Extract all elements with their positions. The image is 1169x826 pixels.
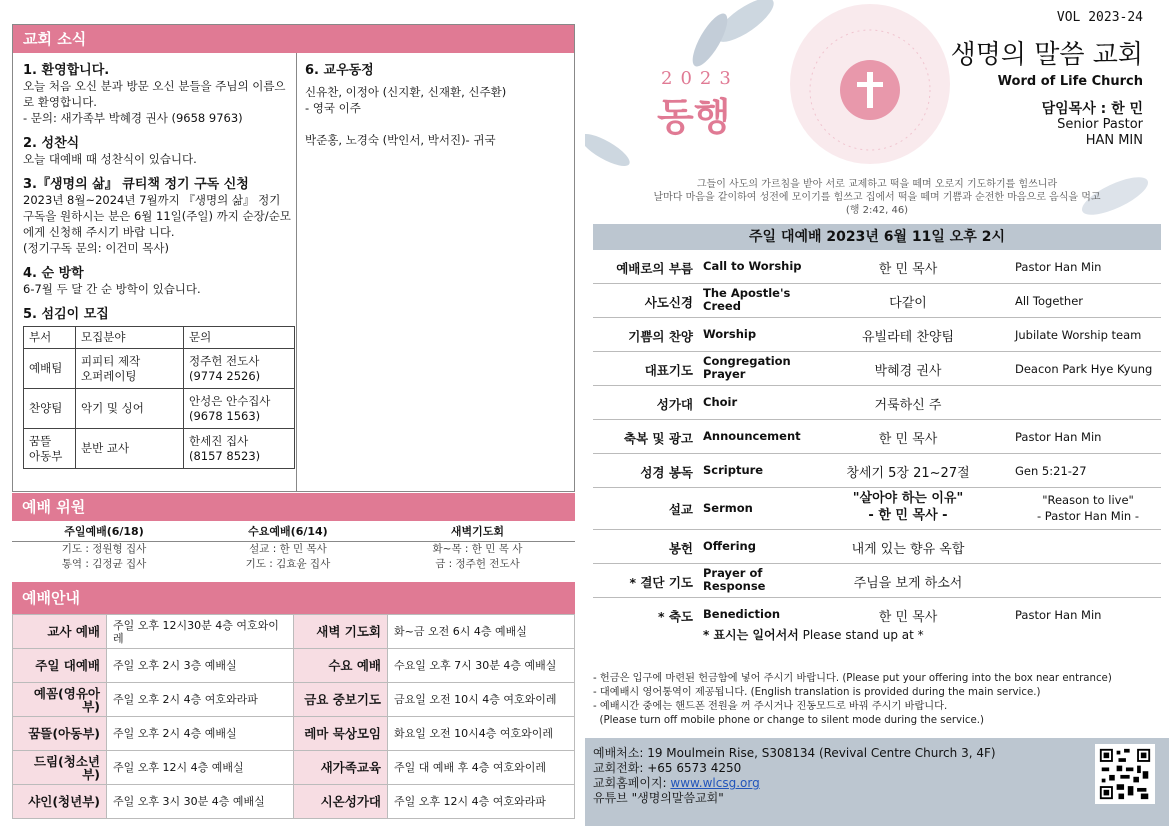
service-leader-english: Pastor Han Min — [1015, 608, 1102, 622]
right-panel — [585, 0, 1169, 826]
service-item-korean: * 결단 기도 — [629, 575, 693, 590]
table-row — [24, 389, 295, 429]
service-item-english: Benediction — [703, 607, 781, 621]
service-leader-english: Deacon Park Hye Kyung — [1015, 362, 1153, 376]
news-item-1-body: 오늘 처음 오신 분과 방문 오신 분들을 주님의 이름으로 환영합니다. - 문의: 새가족부 박혜경 권사 (9658 9763) — [23, 79, 286, 125]
service-item-korean: 성경 봉독 — [640, 465, 693, 480]
service-item-korean: 예배로의 부름 — [616, 261, 693, 276]
guide-value: 화요일 오전 10시4층 여호와이레 — [388, 717, 575, 751]
logo-year: 2023 — [661, 68, 739, 89]
standup-note-korean: * 표시는 일어서서 — [703, 628, 799, 642]
service-leader-english: Gen 5:21-27 — [1015, 464, 1087, 478]
news-item-6-body: 신유찬, 이정아 (신지환, 신재환, 신주환) - 영국 이주 박준홍, 노경숙 (박인서, 박서진)- 귀국 — [305, 85, 507, 147]
table-row — [13, 683, 575, 717]
table-cell: 한세진 집사 (8157 8523) — [184, 429, 295, 469]
table-cell: 예배팀 — [24, 349, 76, 389]
guide-label: 꿈뜰(아동부) — [13, 717, 107, 751]
scripture-verse — [595, 178, 1159, 217]
service-item-korean: 기쁨의 찬양 — [628, 329, 693, 344]
worship-guide-table — [12, 614, 575, 819]
service-row — [593, 250, 1161, 284]
note-line: (Please turn off mobile phone or change to silent mode during the service.) — [593, 715, 984, 726]
service-row — [593, 386, 1161, 420]
service-row — [593, 454, 1161, 488]
committee-col-title: 수요예배(6/14) — [196, 521, 380, 542]
church-name-korean: 생명의 말씀 교회 — [950, 40, 1143, 70]
committee-table — [12, 521, 575, 572]
table-header-row — [24, 327, 295, 349]
service-leader-korean: 내게 있는 향유 옥합 — [851, 542, 965, 557]
guide-value: 주일 오후 12시30분 4층 여호와이레 — [107, 615, 294, 649]
senior-pastor-korean: 담임목사 : 한 민 — [1041, 101, 1143, 117]
news-item-4-title: 4. 순 방학 — [23, 266, 84, 281]
service-item-english: Announcement — [703, 429, 801, 443]
service-item-english: Offering — [703, 539, 756, 553]
service-leader-english: All Together — [1015, 294, 1083, 308]
news-item-6-title: 6. 교우동정 — [305, 63, 374, 78]
news-column-2 — [305, 59, 570, 148]
service-leader-korean: 유빌라테 찬양팀 — [861, 330, 955, 345]
service-item-english: Worship — [703, 327, 757, 341]
table-row — [13, 615, 575, 649]
table-cell: 피피티 제작 오퍼레이팅 — [76, 349, 184, 389]
committee-col-title: 새벽기도회 — [380, 521, 575, 542]
service-item-korean: 봉헌 — [668, 541, 693, 556]
contact-info — [593, 746, 996, 806]
service-item-english: Congregation Prayer — [703, 354, 791, 381]
service-leader-english: Pastor Han Min — [1015, 260, 1102, 274]
guide-value: 화~금 오전 6시 4층 예배실 — [388, 615, 575, 649]
guide-label: 금요 중보기도 — [294, 683, 388, 717]
committee-line: 화~목 : 한 민 목 사 — [432, 543, 523, 555]
guide-label: 샤인(청년부) — [13, 785, 107, 819]
sermon-title-english: "Reason to live" - Pastor Han Min - — [1036, 493, 1140, 523]
homepage-link[interactable]: www.wlcsg.org — [670, 776, 760, 790]
table-cell: 꿈뜰 아동부 — [24, 429, 76, 469]
guide-value: 주일 오후 2시 4층 여호와라파 — [107, 683, 294, 717]
guide-label: 교사 예배 — [13, 615, 107, 649]
news-item-2-title: 2. 성찬식 — [23, 136, 80, 151]
worship-committee-header: 예배 위원 — [12, 493, 575, 521]
qr-code-icon[interactable] — [1095, 744, 1155, 804]
volume-number: VOL 2023-24 — [1056, 10, 1143, 25]
table-header-cell: 모집분야 — [76, 327, 184, 349]
service-leader-english: Pastor Han Min — [1015, 430, 1102, 444]
service-leader-korean: 한 민 목사 — [878, 610, 938, 625]
table-row — [13, 717, 575, 751]
youtube-channel: 유튜브 "생명의말씀교회" — [593, 791, 724, 805]
table-cell: 안성은 안수집사 (9678 1563) — [184, 389, 295, 429]
service-row — [593, 530, 1161, 564]
standup-note-english: Please stand up at * — [802, 628, 924, 642]
service-row — [593, 352, 1161, 386]
news-item-5-title: 5. 섬김이 모집 — [23, 307, 109, 322]
guide-value: 주일 오후 2시 4층 예배실 — [107, 717, 294, 751]
news-item-2-body: 오늘 대예배 때 성찬식이 있습니다. — [23, 152, 197, 166]
committee-col-title: 주일예배(6/18) — [12, 521, 196, 542]
service-leader-korean: 한 민 목사 — [878, 262, 938, 277]
guide-label: 레마 묵상모임 — [294, 717, 388, 751]
recruit-table — [23, 326, 295, 469]
service-item-english: Scripture — [703, 463, 764, 477]
homepage-label: 교회홈페이지: — [593, 776, 671, 790]
service-item-korean: 사도신경 — [644, 295, 693, 310]
table-row — [13, 785, 575, 819]
homepage — [593, 776, 996, 791]
service-row — [593, 318, 1161, 352]
service-leader-english: Jubilate Worship team — [1015, 328, 1142, 342]
service-header: 주일 대예배 2023년 6월 11일 오후 2시 — [593, 224, 1161, 250]
guide-value: 금요일 오전 10시 4층 여호와이레 — [388, 683, 575, 717]
service-leader-korean: 다같이 — [889, 296, 927, 311]
note-line: - 헌금은 입구에 마련된 헌금함에 넣어 주시기 바랍니다. (Please put your offering into the box near entrance) — [593, 673, 1112, 684]
guide-value: 주일 오후 12시 4층 예배실 — [107, 751, 294, 785]
table-header-cell: 문의 — [184, 327, 295, 349]
guide-label: 주일 대예배 — [13, 649, 107, 683]
verse-reference: (행 2:42, 46) — [845, 205, 909, 216]
address: 예배처소: 19 Moulmein Rise, S308134 (Revival Centre Church 3, 4F) — [593, 746, 996, 760]
service-leader-korean: 박혜경 권사 — [874, 364, 942, 379]
service-leader-korean: 창세기 5장 21~27절 — [846, 466, 970, 481]
standup-note — [703, 626, 924, 643]
service-leader-korean: 주님을 보게 하소서 — [853, 576, 963, 591]
guide-label: 예꼼(영유아부) — [13, 683, 107, 717]
guide-value: 주일 대 예배 후 4층 여호와이레 — [388, 751, 575, 785]
service-row — [593, 420, 1161, 454]
table-row — [13, 751, 575, 785]
table-row — [24, 429, 295, 469]
service-leader-korean: 한 민 목사 — [878, 432, 938, 447]
service-row — [593, 284, 1161, 318]
senior-pastor-name: HAN MIN — [1085, 133, 1143, 148]
guide-value: 주일 오후 2시 3층 예배실 — [107, 649, 294, 683]
service-row — [593, 488, 1161, 530]
service-item-korean: 설교 — [668, 502, 693, 517]
news-column-1 — [23, 59, 293, 469]
senior-pastor-title: Senior Pastor — [1057, 117, 1143, 132]
church-news-section — [12, 24, 575, 492]
guide-value: 수요일 오후 7시 30분 4층 예배실 — [388, 649, 575, 683]
service-item-korean: 성가대 — [656, 397, 693, 412]
verse-line: 그들이 사도의 가르침을 받아 서로 교제하고 떡을 떼며 오로지 기도하기를 힘쓰니라 — [696, 179, 1058, 190]
service-leader-korean: 거룩하신 주 — [874, 398, 942, 413]
phone: 교회전화: +65 6573 4250 — [593, 761, 742, 775]
guide-value: 주일 오후 12시 4층 여호와라파 — [388, 785, 575, 819]
table-cell: 분반 교사 — [76, 429, 184, 469]
column-divider — [296, 53, 297, 491]
service-item-english: Choir — [703, 395, 738, 409]
table-row — [24, 349, 295, 389]
news-item-3-body: 2023년 8월~2024년 7월까지 『생명의 삶』 정기 구독을 원하시는 분은 6월 11일(주일) 까지 순장/순모에게 신청해 주시기 바랍 니다. (정기구독 문의: 이건미 목사) — [23, 193, 291, 255]
guide-label: 시온성가대 — [294, 785, 388, 819]
service-item-english: Call to Worship — [703, 259, 802, 273]
table-cell: 악기 및 싱어 — [76, 389, 184, 429]
guide-value: 주일 오후 3시 30분 4층 예배실 — [107, 785, 294, 819]
logo-title: 동행 — [657, 95, 731, 139]
committee-line: 기도 : 김효윤 집사 — [245, 558, 331, 570]
table-row — [13, 649, 575, 683]
worship-guide-header: 예배안내 — [12, 582, 575, 614]
note-line: - 예배시간 중에는 핸드폰 전원을 꺼 주시거나 진동모드로 바꿔 주시기 바랍니다. — [593, 701, 948, 712]
service-item-english: Prayer of Response — [703, 566, 766, 593]
note-line: - 대예배시 영어통역이 제공됩니다. (English translation is provided during the main service.) — [593, 687, 1041, 698]
service-item-korean: * 축도 — [657, 609, 693, 624]
guide-label: 드림(청소년부) — [13, 751, 107, 785]
news-item-1-title: 1. 환영합니다. — [23, 63, 110, 78]
committee-line: 통역 : 김정균 집사 — [61, 558, 147, 570]
order-of-service — [593, 224, 1161, 632]
service-row — [593, 564, 1161, 598]
service-item-english: Sermon — [703, 501, 753, 515]
committee-line: 금 : 정주헌 전도사 — [435, 558, 520, 570]
table-cell: 찬양팀 — [24, 389, 76, 429]
worship-committee-section — [12, 493, 575, 575]
verse-line: 날마다 마음을 같이하여 성전에 모이기를 힘쓰고 집에서 떡을 떼며 기쁨과 순전한 마음으로 음식을 먹고 — [653, 192, 1101, 203]
guide-label: 수요 예배 — [294, 649, 388, 683]
guide-label: 새가족교육 — [294, 751, 388, 785]
news-item-4-body: 6-7월 두 달 간 순 방학이 있습니다. — [23, 282, 201, 296]
church-name-english: Word of Life Church — [997, 74, 1143, 89]
committee-line: 기도 : 정원형 집사 — [61, 543, 147, 555]
table-cell: 정주헌 전도사 (9774 2526) — [184, 349, 295, 389]
service-item-korean: 대표기도 — [644, 363, 693, 378]
committee-line: 설교 : 한 민 목사 — [249, 543, 327, 555]
announcement-notes — [593, 672, 1163, 728]
service-item-korean: 축복 및 광고 — [623, 431, 693, 446]
news-item-3-title: 3.『생명의 삶』 큐티책 정기 구독 신청 — [23, 177, 249, 192]
service-item-english: The Apostle's Creed — [703, 286, 791, 313]
table-header-cell: 부서 — [24, 327, 76, 349]
worship-guide-section — [12, 582, 575, 818]
sermon-title: "살아야 하는 이유" - 한 민 목사 - — [852, 491, 964, 523]
guide-label: 새벽 기도회 — [294, 615, 388, 649]
church-news-header: 교회 소식 — [13, 25, 574, 53]
contact-footer — [585, 738, 1169, 826]
